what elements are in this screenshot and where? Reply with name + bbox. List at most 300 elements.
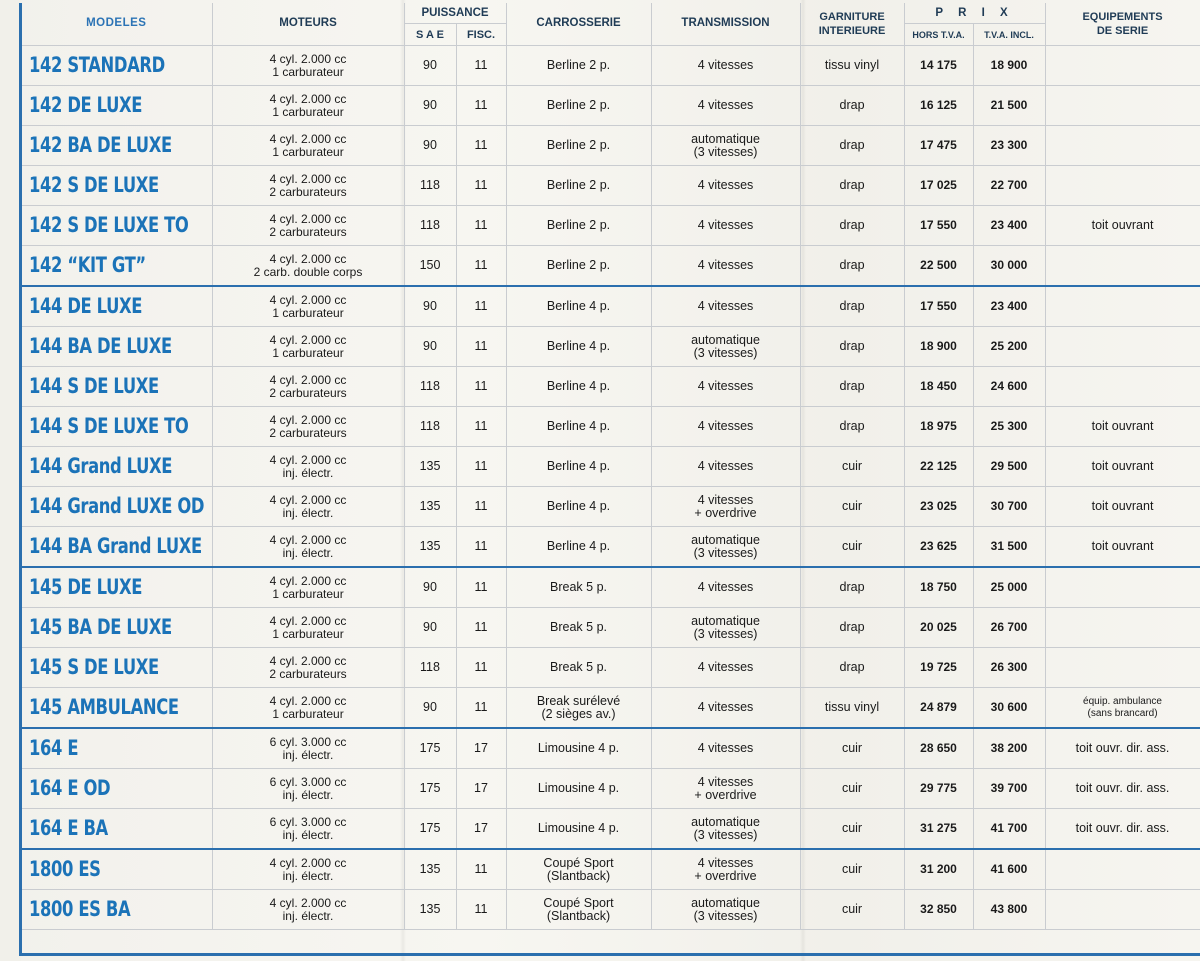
body-cell: Berline 2 p. <box>506 126 651 166</box>
price-ttc-cell: 41 600 <box>973 849 1045 890</box>
engine-cell-line1: 4 cyl. 2.000 cc <box>269 855 347 870</box>
fiscal-power-cell: 17 <box>456 728 506 769</box>
table-row <box>21 86 1200 126</box>
engine-cell-line1: 4 cyl. 2.000 cc <box>269 895 347 910</box>
price-ht-cell: 14 175 <box>904 46 973 86</box>
table-row <box>21 327 1200 367</box>
engine-cell-line2: inj. électr. <box>282 787 334 802</box>
trim-cell: drap <box>800 367 904 407</box>
model-name <box>21 447 212 487</box>
price-ttc-cell: 30 600 <box>973 688 1045 729</box>
header-models: MODELES <box>21 3 212 46</box>
engine-cell <box>212 46 404 86</box>
sae-power-cell: 90 <box>404 46 456 86</box>
model-name <box>21 126 212 166</box>
price-ht-cell: 32 850 <box>904 890 973 930</box>
trim-cell: drap <box>800 246 904 287</box>
fiscal-power-cell: 11 <box>456 527 506 568</box>
engine-cell-line1: 4 cyl. 2.000 cc <box>269 51 347 66</box>
engine-cell-line1: 4 cyl. 2.000 cc <box>269 693 347 708</box>
model-name <box>21 206 212 246</box>
transmission-cell-line2: (3 vitesses) <box>693 908 758 923</box>
trim-cell: drap <box>800 86 904 126</box>
table-row <box>21 688 1200 729</box>
price-ttc-cell: 30 700 <box>973 487 1045 527</box>
trim-cell: drap <box>800 567 904 608</box>
engine-cell-line1: 4 cyl. 2.000 cc <box>269 492 347 507</box>
equipment-cell <box>1045 367 1200 407</box>
engine-cell <box>212 286 404 327</box>
engine-cell-line2: inj. électr. <box>282 465 334 480</box>
body-cell-line2: (2 sièges av.) <box>541 706 616 721</box>
fiscal-power-cell: 11 <box>456 246 506 287</box>
header-trim-line1: GARNITURE <box>819 11 885 23</box>
body-cell: Berline 2 p. <box>506 166 651 206</box>
fiscal-power-cell: 11 <box>456 648 506 688</box>
engine-cell-line1: 4 cyl. 2.000 cc <box>269 211 347 226</box>
fiscal-power-cell: 17 <box>456 769 506 809</box>
trim-cell: cuir <box>800 809 904 850</box>
model-name-text: 142 S DE LUXE TO <box>29 213 189 237</box>
fiscal-power-cell: 11 <box>456 46 506 86</box>
transmission-cell-line1: 4 vitesses <box>697 855 754 870</box>
equipment-cell: toit ouvrant <box>1045 487 1200 527</box>
table-row <box>21 527 1200 568</box>
sae-power-cell: 90 <box>404 126 456 166</box>
model-name-text: 142 DE LUXE <box>29 93 143 117</box>
engine-cell-line2: 1 carburateur <box>272 586 344 601</box>
fiscal-power-cell: 17 <box>456 809 506 850</box>
sae-power-cell: 175 <box>404 728 456 769</box>
body-cell <box>506 849 651 890</box>
price-ttc-cell: 38 200 <box>973 728 1045 769</box>
model-name-text: 144 Grand LUXE <box>29 454 173 478</box>
price-ht-cell: 20 025 <box>904 608 973 648</box>
header-price-ht: HORS T.V.A. <box>904 24 973 46</box>
engine-cell <box>212 809 404 850</box>
model-name <box>21 849 212 890</box>
transmission-cell-line1: 4 vitesses <box>697 774 754 789</box>
engine-cell-line2: 1 carburateur <box>272 104 344 119</box>
engine-cell <box>212 527 404 568</box>
engine-cell-line1: 6 cyl. 3.000 cc <box>269 734 347 749</box>
engine-cell <box>212 648 404 688</box>
transmission-cell: 4 vitesses <box>651 246 800 287</box>
table-row <box>21 769 1200 809</box>
equipment-cell: toit ouvr. dir. ass. <box>1045 728 1200 769</box>
fiscal-power-cell: 11 <box>456 286 506 327</box>
body-cell: Break 5 p. <box>506 567 651 608</box>
transmission-cell: 4 vitesses <box>651 728 800 769</box>
transmission-cell: 4 vitesses <box>651 447 800 487</box>
engine-cell-line1: 4 cyl. 2.000 cc <box>269 573 347 588</box>
sae-power-cell: 135 <box>404 487 456 527</box>
engine-cell-line2: 1 carburateur <box>272 706 344 721</box>
price-ttc-cell: 26 300 <box>973 648 1045 688</box>
header-power: PUISSANCE <box>404 3 506 24</box>
transmission-cell <box>651 608 800 648</box>
fiscal-power-cell: 11 <box>456 608 506 648</box>
price-ttc-cell: 23 300 <box>973 126 1045 166</box>
equipment-cell <box>1045 246 1200 287</box>
transmission-cell-line2: (3 vitesses) <box>693 626 758 641</box>
table-row <box>21 567 1200 608</box>
model-name <box>21 367 212 407</box>
body-cell: Berline 4 p. <box>506 367 651 407</box>
sae-power-cell: 135 <box>404 890 456 930</box>
equipment-cell <box>1045 890 1200 930</box>
trim-cell: cuir <box>800 890 904 930</box>
transmission-cell-line2: + overdrive <box>694 787 757 802</box>
transmission-cell-line2: (3 vitesses) <box>693 345 758 360</box>
header-trim-line2: INTERIEURE <box>818 25 886 37</box>
table-row <box>21 728 1200 769</box>
fiscal-power-cell: 11 <box>456 849 506 890</box>
equipment-cell: toit ouvr. dir. ass. <box>1045 809 1200 850</box>
header-power-sae: S A E <box>404 24 456 46</box>
engine-cell <box>212 890 404 930</box>
model-name <box>21 407 212 447</box>
price-ttc-cell: 24 600 <box>973 367 1045 407</box>
price-ht-cell: 17 550 <box>904 286 973 327</box>
sae-power-cell: 118 <box>404 648 456 688</box>
trim-cell: drap <box>800 407 904 447</box>
price-ttc-cell: 25 000 <box>973 567 1045 608</box>
body-cell-line2: (Slantback) <box>546 868 611 883</box>
price-ht-cell: 28 650 <box>904 728 973 769</box>
trim-cell: drap <box>800 648 904 688</box>
price-ht-cell: 19 725 <box>904 648 973 688</box>
engine-cell-line1: 4 cyl. 2.000 cc <box>269 131 347 146</box>
price-ttc-cell: 41 700 <box>973 809 1045 850</box>
model-name-text: 164 E BA <box>29 816 108 840</box>
table-row <box>21 206 1200 246</box>
transmission-cell <box>651 487 800 527</box>
price-ht-cell: 18 450 <box>904 367 973 407</box>
price-table <box>21 3 1200 930</box>
engine-cell-line2: 2 carburateurs <box>269 184 347 199</box>
model-name-text: 144 S DE LUXE TO <box>29 414 189 438</box>
equipment-cell: toit ouvr. dir. ass. <box>1045 769 1200 809</box>
engine-cell-line2: inj. électr. <box>282 545 334 560</box>
price-ttc-cell: 30 000 <box>973 246 1045 287</box>
model-name <box>21 246 212 287</box>
table-row <box>21 447 1200 487</box>
model-name <box>21 769 212 809</box>
equipment-cell <box>1045 567 1200 608</box>
bottom-rule <box>19 953 1200 956</box>
sae-power-cell: 175 <box>404 809 456 850</box>
engine-cell-line1: 6 cyl. 3.000 cc <box>269 814 347 829</box>
fiscal-power-cell: 11 <box>456 447 506 487</box>
body-cell: Berline 4 p. <box>506 327 651 367</box>
transmission-cell-line2: (3 vitesses) <box>693 545 758 560</box>
price-ht-cell: 18 900 <box>904 327 973 367</box>
equipment-cell: toit ouvrant <box>1045 447 1200 487</box>
model-name <box>21 890 212 930</box>
price-ht-cell: 23 625 <box>904 527 973 568</box>
model-name-text: 142 STANDARD <box>29 53 165 77</box>
transmission-cell-line2: + overdrive <box>694 868 757 883</box>
fiscal-power-cell: 11 <box>456 126 506 166</box>
sae-power-cell: 90 <box>404 286 456 327</box>
engine-cell-line1: 4 cyl. 2.000 cc <box>269 613 347 628</box>
price-ttc-cell: 21 500 <box>973 86 1045 126</box>
transmission-cell <box>651 769 800 809</box>
transmission-cell-line1: automatique <box>691 613 760 628</box>
body-cell: Break 5 p. <box>506 608 651 648</box>
left-rule <box>19 3 22 955</box>
model-name-text: 144 S DE LUXE <box>29 374 159 398</box>
table-row <box>21 46 1200 86</box>
trim-cell: drap <box>800 206 904 246</box>
body-cell: Limousine 4 p. <box>506 769 651 809</box>
sae-power-cell: 150 <box>404 246 456 287</box>
engine-cell <box>212 126 404 166</box>
trim-cell: cuir <box>800 849 904 890</box>
price-ht-cell: 22 500 <box>904 246 973 287</box>
sae-power-cell: 90 <box>404 608 456 648</box>
engine-cell-line2: 1 carburateur <box>272 345 344 360</box>
table-row <box>21 407 1200 447</box>
model-name <box>21 166 212 206</box>
engine-cell <box>212 447 404 487</box>
table-row <box>21 367 1200 407</box>
equipment-cell <box>1045 86 1200 126</box>
transmission-cell: 4 vitesses <box>651 206 800 246</box>
engine-cell-line2: 1 carburateur <box>272 144 344 159</box>
price-ttc-cell: 23 400 <box>973 206 1045 246</box>
equipment-cell <box>1045 286 1200 327</box>
model-name <box>21 688 212 729</box>
model-name-text: 144 DE LUXE <box>29 294 143 318</box>
model-name <box>21 327 212 367</box>
model-name-text: 144 Grand LUXE OD <box>29 494 205 518</box>
equipment-cell-line1: équip. ambulance <box>1083 695 1162 707</box>
price-ttc-cell: 26 700 <box>973 608 1045 648</box>
fiscal-power-cell: 11 <box>456 407 506 447</box>
engine-cell-line2: inj. électr. <box>282 505 334 520</box>
body-cell: Limousine 4 p. <box>506 809 651 850</box>
body-cell: Limousine 4 p. <box>506 728 651 769</box>
transmission-cell-line1: automatique <box>691 532 760 547</box>
trim-cell: cuir <box>800 769 904 809</box>
header-price: P R I X <box>904 3 1045 24</box>
transmission-cell-line1: automatique <box>691 131 760 146</box>
transmission-cell-line1: automatique <box>691 895 760 910</box>
model-name-text: 144 BA Grand LUXE <box>29 534 202 558</box>
trim-cell: cuir <box>800 487 904 527</box>
header-equipment-line1: EQUIPEMENTS <box>1082 11 1163 23</box>
model-name-text: 142 S DE LUXE <box>29 173 159 197</box>
trim-cell: tissu vinyl <box>800 688 904 729</box>
sae-power-cell: 135 <box>404 849 456 890</box>
equipment-cell <box>1045 608 1200 648</box>
table-header <box>21 3 1200 46</box>
transmission-cell <box>651 527 800 568</box>
body-cell: Berline 2 p. <box>506 46 651 86</box>
sae-power-cell: 135 <box>404 527 456 568</box>
engine-cell-line2: inj. électr. <box>282 747 334 762</box>
engine-cell-line1: 4 cyl. 2.000 cc <box>269 372 347 387</box>
engine-cell-line2: 2 carb. double corps <box>253 264 363 279</box>
transmission-cell: 4 vitesses <box>651 286 800 327</box>
table-row <box>21 246 1200 287</box>
body-cell-line1: Coupé Sport <box>543 895 614 910</box>
price-ht-cell: 24 879 <box>904 688 973 729</box>
engine-cell <box>212 849 404 890</box>
price-ht-cell: 17 475 <box>904 126 973 166</box>
transmission-cell: 4 vitesses <box>651 407 800 447</box>
engine-cell <box>212 86 404 126</box>
price-ht-cell: 18 750 <box>904 567 973 608</box>
model-name <box>21 809 212 850</box>
transmission-cell-line2: + overdrive <box>694 505 757 520</box>
price-ht-cell: 18 975 <box>904 407 973 447</box>
table-row <box>21 648 1200 688</box>
price-ttc-cell: 31 500 <box>973 527 1045 568</box>
sae-power-cell: 118 <box>404 367 456 407</box>
trim-cell: cuir <box>800 447 904 487</box>
body-cell: Berline 4 p. <box>506 527 651 568</box>
sae-power-cell: 90 <box>404 567 456 608</box>
sae-power-cell: 90 <box>404 327 456 367</box>
price-ht-cell: 22 125 <box>904 447 973 487</box>
price-ht-cell: 23 025 <box>904 487 973 527</box>
price-ht-cell: 16 125 <box>904 86 973 126</box>
body-cell: Berline 2 p. <box>506 86 651 126</box>
transmission-cell-line1: 4 vitesses <box>697 492 754 507</box>
engine-cell <box>212 688 404 729</box>
engine-cell-line1: 4 cyl. 2.000 cc <box>269 412 347 427</box>
table-row <box>21 126 1200 166</box>
header-equipment-line2: DE SERIE <box>1096 25 1149 37</box>
body-cell <box>506 890 651 930</box>
transmission-cell: 4 vitesses <box>651 367 800 407</box>
table-row <box>21 166 1200 206</box>
model-name-text: 144 BA DE LUXE <box>29 334 172 358</box>
engine-cell-line2: 1 carburateur <box>272 626 344 641</box>
engine-cell <box>212 769 404 809</box>
header-price-ttc: T.V.A. INCL. <box>973 24 1045 46</box>
equipment-cell <box>1045 648 1200 688</box>
fiscal-power-cell: 11 <box>456 86 506 126</box>
engine-cell-line1: 4 cyl. 2.000 cc <box>269 171 347 186</box>
engine-cell-line2: 2 carburateurs <box>269 385 347 400</box>
body-cell: Berline 2 p. <box>506 246 651 287</box>
model-name-text: 142 “KIT GT” <box>29 253 146 277</box>
sae-power-cell: 135 <box>404 447 456 487</box>
model-name-text: 145 S DE LUXE <box>29 655 159 679</box>
sae-power-cell: 90 <box>404 688 456 729</box>
engine-cell-line1: 4 cyl. 2.000 cc <box>269 251 347 266</box>
equipment-cell <box>1045 688 1200 729</box>
engine-cell-line1: 4 cyl. 2.000 cc <box>269 653 347 668</box>
sae-power-cell: 118 <box>404 166 456 206</box>
engine-cell <box>212 728 404 769</box>
model-name-text: 142 BA DE LUXE <box>29 133 172 157</box>
engine-cell-line1: 4 cyl. 2.000 cc <box>269 91 347 106</box>
trim-cell: drap <box>800 286 904 327</box>
model-name <box>21 728 212 769</box>
price-ttc-cell: 25 200 <box>973 327 1045 367</box>
body-cell: Break 5 p. <box>506 648 651 688</box>
price-ttc-cell: 29 500 <box>973 447 1045 487</box>
fiscal-power-cell: 11 <box>456 890 506 930</box>
equipment-cell <box>1045 166 1200 206</box>
trim-cell: cuir <box>800 728 904 769</box>
sae-power-cell: 175 <box>404 769 456 809</box>
model-name <box>21 286 212 327</box>
engine-cell <box>212 407 404 447</box>
model-name <box>21 648 212 688</box>
fiscal-power-cell: 11 <box>456 567 506 608</box>
equipment-cell <box>1045 849 1200 890</box>
engine-cell-line2: 2 carburateurs <box>269 224 347 239</box>
sae-power-cell: 90 <box>404 86 456 126</box>
trim-cell: drap <box>800 608 904 648</box>
model-name-text: 1800 ES BA <box>29 897 131 921</box>
model-name <box>21 608 212 648</box>
model-name-text: 1800 ES <box>29 857 101 881</box>
equipment-cell-line2: (sans brancard) <box>1087 707 1158 719</box>
equipment-cell: toit ouvrant <box>1045 206 1200 246</box>
model-name <box>21 567 212 608</box>
equipment-cell <box>1045 327 1200 367</box>
table-row <box>21 849 1200 890</box>
fiscal-power-cell: 11 <box>456 688 506 729</box>
price-ttc-cell: 39 700 <box>973 769 1045 809</box>
fiscal-power-cell: 11 <box>456 487 506 527</box>
transmission-cell-line2: (3 vitesses) <box>693 827 758 842</box>
body-cell-line1: Break surélevé <box>536 693 621 708</box>
trim-cell: tissu vinyl <box>800 46 904 86</box>
engine-cell-line1: 4 cyl. 2.000 cc <box>269 452 347 467</box>
price-ttc-cell: 43 800 <box>973 890 1045 930</box>
model-name <box>21 527 212 568</box>
engine-cell-line2: 1 carburateur <box>272 64 344 79</box>
model-name <box>21 487 212 527</box>
header-body: CARROSSERIE <box>506 3 651 46</box>
engine-cell <box>212 367 404 407</box>
engine-cell <box>212 206 404 246</box>
trim-cell: drap <box>800 126 904 166</box>
header-transmission: TRANSMISSION <box>651 3 800 46</box>
engine-cell <box>212 246 404 287</box>
engine-cell-line1: 4 cyl. 2.000 cc <box>269 332 347 347</box>
body-cell: Berline 4 p. <box>506 447 651 487</box>
equipment-cell <box>1045 46 1200 86</box>
model-name <box>21 86 212 126</box>
transmission-cell <box>651 809 800 850</box>
price-ht-cell: 17 025 <box>904 166 973 206</box>
body-cell-line2: (Slantback) <box>546 908 611 923</box>
left-margin <box>0 0 21 961</box>
fiscal-power-cell: 11 <box>456 166 506 206</box>
table-row <box>21 286 1200 327</box>
table-row <box>21 487 1200 527</box>
transmission-cell <box>651 327 800 367</box>
price-ht-cell: 17 550 <box>904 206 973 246</box>
transmission-cell <box>651 849 800 890</box>
trim-cell: drap <box>800 166 904 206</box>
transmission-cell: 4 vitesses <box>651 567 800 608</box>
engine-cell <box>212 327 404 367</box>
transmission-cell-line2: (3 vitesses) <box>693 144 758 159</box>
trim-cell: drap <box>800 327 904 367</box>
table-row <box>21 890 1200 930</box>
engine-cell-line2: 2 carburateurs <box>269 666 347 681</box>
